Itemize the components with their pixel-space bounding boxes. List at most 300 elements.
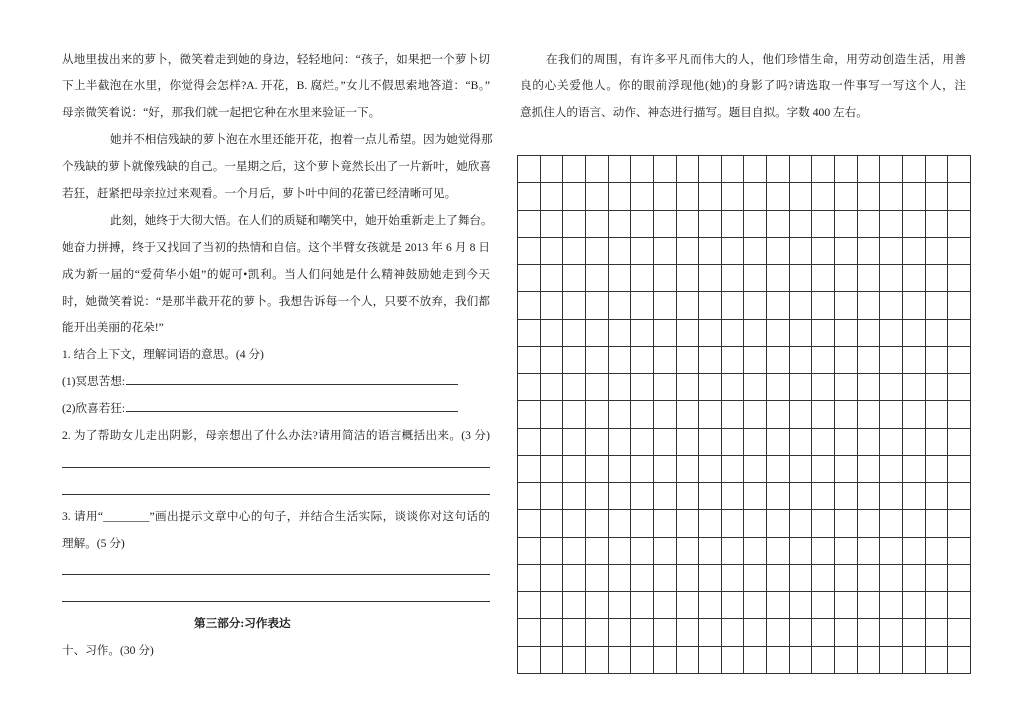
grid-cell: [767, 183, 790, 210]
grid-cell: [790, 565, 813, 592]
question-1-prompt: 1. 结合上下文，理解词语的意思。(4 分): [62, 348, 264, 362]
grid-cell: [812, 183, 835, 210]
grid-cell: [654, 619, 677, 646]
grid-cell: [926, 374, 949, 401]
grid-cell: [880, 592, 903, 619]
grid-cell: [880, 374, 903, 401]
grid-cell: [903, 320, 926, 347]
grid-cell: [541, 347, 564, 374]
grid-cell: [677, 265, 700, 292]
grid-cell: [722, 456, 745, 483]
grid-cell: [677, 183, 700, 210]
grid-cell: [631, 320, 654, 347]
grid-cell: [812, 456, 835, 483]
grid-cell: [790, 619, 813, 646]
grid-cell: [541, 374, 564, 401]
grid-cell: [926, 156, 949, 183]
grid-cell: [563, 265, 586, 292]
grid-cell: [563, 510, 586, 537]
grid-cell: [790, 374, 813, 401]
grid-cell: [541, 483, 564, 510]
grid-cell: [767, 456, 790, 483]
grid-cell: [948, 238, 971, 265]
grid-cell: [586, 647, 609, 674]
grid-cell: [586, 429, 609, 456]
grid-cell: [541, 238, 564, 265]
grid-cell: [654, 429, 677, 456]
grid-cell: [880, 156, 903, 183]
grid-cell: [722, 292, 745, 319]
grid-cell: [677, 456, 700, 483]
grid-cell: [858, 456, 881, 483]
grid-cell: [722, 374, 745, 401]
grid-cell: [880, 429, 903, 456]
grid-cell: [563, 156, 586, 183]
grid-cell: [948, 592, 971, 619]
grid-cell: [518, 401, 541, 428]
grid-cell: [948, 265, 971, 292]
grid-cell: [609, 320, 632, 347]
grid-cell: [586, 320, 609, 347]
grid-cell: [880, 347, 903, 374]
writing-grid: [517, 155, 971, 674]
grid-cell: [518, 429, 541, 456]
grid-cell: [790, 238, 813, 265]
grid-cell: [586, 238, 609, 265]
grid-cell: [518, 592, 541, 619]
grid-cell: [722, 538, 745, 565]
grid-cell: [722, 238, 745, 265]
grid-cell: [926, 401, 949, 428]
grid-cell: [677, 510, 700, 537]
grid-cell: [541, 292, 564, 319]
grid-cell: [609, 183, 632, 210]
grid-cell: [563, 592, 586, 619]
grid-cell: [609, 156, 632, 183]
grid-cell: [541, 510, 564, 537]
grid-cell: [835, 510, 858, 537]
grid-cell: [835, 456, 858, 483]
grid-cell: [677, 565, 700, 592]
grid-cell: [948, 510, 971, 537]
grid-cell: [926, 265, 949, 292]
grid-cell: [812, 401, 835, 428]
grid-cell: [744, 429, 767, 456]
grid-cell: [699, 238, 722, 265]
grid-cell: [609, 565, 632, 592]
grid-cell: [948, 374, 971, 401]
grid-cell: [654, 292, 677, 319]
grid-cell: [654, 483, 677, 510]
grid-cell: [903, 156, 926, 183]
grid-cell: [790, 401, 813, 428]
grid-cell: [948, 401, 971, 428]
passage-line: 时，她微笑着说：“是那半截开花的萝卜。我想告诉每一个人，只要不放弃，我们都: [62, 294, 490, 308]
grid-cell: [631, 456, 654, 483]
grid-cell: [903, 538, 926, 565]
grid-cell: [835, 374, 858, 401]
grid-cell: [926, 238, 949, 265]
grid-cell: [677, 538, 700, 565]
grid-cell: [631, 401, 654, 428]
grid-cell: [609, 483, 632, 510]
grid-cell: [541, 429, 564, 456]
grid-cell: [880, 265, 903, 292]
grid-cell: [880, 565, 903, 592]
grid-cell: [631, 483, 654, 510]
grid-cell: [903, 456, 926, 483]
grid-cell: [563, 292, 586, 319]
grid-cell: [586, 483, 609, 510]
grid-cell: [677, 347, 700, 374]
grid-cell: [858, 510, 881, 537]
grid-cell: [654, 565, 677, 592]
grid-cell: [586, 374, 609, 401]
grid-cell: [835, 647, 858, 674]
grid-cell: [699, 347, 722, 374]
grid-cell: [563, 565, 586, 592]
grid-cell: [767, 619, 790, 646]
grid-cell: [677, 592, 700, 619]
grid-cell: [631, 183, 654, 210]
grid-cell: [948, 456, 971, 483]
grid-cell: [744, 538, 767, 565]
grid-cell: [654, 592, 677, 619]
grid-cell: [744, 592, 767, 619]
grid-cell: [880, 538, 903, 565]
grid-cell: [518, 374, 541, 401]
grid-cell: [654, 538, 677, 565]
grid-cell: [767, 292, 790, 319]
grid-cell: [858, 292, 881, 319]
grid-cell: [518, 456, 541, 483]
grid-cell: [609, 292, 632, 319]
grid-cell: [518, 238, 541, 265]
grid-cell: [744, 647, 767, 674]
grid-cell: [699, 211, 722, 238]
grid-cell: [767, 429, 790, 456]
grid-cell: [563, 374, 586, 401]
grid-cell: [903, 374, 926, 401]
grid-cell: [812, 429, 835, 456]
grid-cell: [744, 565, 767, 592]
grid-cell: [812, 238, 835, 265]
grid-cell: [699, 538, 722, 565]
grid-cell: [722, 401, 745, 428]
grid-cell: [699, 647, 722, 674]
grid-cell: [926, 429, 949, 456]
grid-cell: [903, 347, 926, 374]
grid-cell: [541, 592, 564, 619]
grid-cell: [880, 183, 903, 210]
grid-cell: [563, 238, 586, 265]
question-2-prompt: 2. 为了帮助女儿走出阴影，母亲想出了什么办法?请用简洁的语言概括出来。(3 分): [62, 428, 490, 442]
grid-cell: [677, 292, 700, 319]
grid-cell: [903, 565, 926, 592]
grid-cell: [812, 483, 835, 510]
grid-cell: [790, 647, 813, 674]
grid-cell: [699, 401, 722, 428]
grid-cell: [744, 401, 767, 428]
grid-cell: [858, 211, 881, 238]
grid-cell: [790, 429, 813, 456]
grid-cell: [858, 320, 881, 347]
question-3-prompt: 3. 请用“________”画出提示文章中心的句子，并结合生活实际，谈谈你对这句话的: [62, 509, 490, 523]
grid-cell: [654, 211, 677, 238]
grid-cell: [767, 265, 790, 292]
grid-cell: [563, 538, 586, 565]
grid-cell: [948, 156, 971, 183]
grid-cell: [948, 429, 971, 456]
grid-cell: [858, 429, 881, 456]
grid-cell: [609, 347, 632, 374]
grid-cell: [903, 265, 926, 292]
grid-cell: [631, 429, 654, 456]
grid-cell: [609, 592, 632, 619]
grid-cell: [790, 183, 813, 210]
grid-cell: [699, 265, 722, 292]
grid-cell: [654, 456, 677, 483]
grid-cell: [609, 238, 632, 265]
grid-cell: [654, 183, 677, 210]
grid-cell: [722, 347, 745, 374]
grid-cell: [654, 374, 677, 401]
answer-blank: [126, 374, 458, 385]
grid-cell: [790, 538, 813, 565]
grid-cell: [654, 265, 677, 292]
grid-cell: [677, 401, 700, 428]
grid-cell: [812, 211, 835, 238]
grid-cell: [722, 483, 745, 510]
answer-line: [62, 477, 490, 504]
grid-cell: [563, 347, 586, 374]
grid-cell: [926, 320, 949, 347]
grid-cell: [699, 429, 722, 456]
grid-cell: [790, 347, 813, 374]
grid-cell: [790, 456, 813, 483]
grid-cell: [609, 647, 632, 674]
grid-cell: [858, 565, 881, 592]
grid-cell: [790, 211, 813, 238]
grid-cell: [722, 320, 745, 347]
grid-cell: [835, 401, 858, 428]
question-1-item-1: [62, 369, 490, 396]
grid-cell: [586, 211, 609, 238]
grid-cell: [880, 401, 903, 428]
grid-cell: [812, 538, 835, 565]
grid-cell: [563, 456, 586, 483]
grid-cell: [699, 374, 722, 401]
grid-cell: [858, 538, 881, 565]
grid-cell: [677, 483, 700, 510]
grid-cell: [858, 374, 881, 401]
grid-cell: [744, 238, 767, 265]
grid-cell: [767, 401, 790, 428]
passage-line: 若狂，赶紧把母亲拉过来观看。一个月后，萝卜叶中间的花蕾已经清晰可见。: [62, 186, 457, 200]
passage-line: 母亲微笑着说：“好，那我们就一起把它种在水里来验证一下。: [62, 106, 381, 120]
grid-cell: [722, 211, 745, 238]
grid-cell: [903, 592, 926, 619]
grid-cell: [586, 456, 609, 483]
grid-cell: [926, 183, 949, 210]
grid-cell: [744, 347, 767, 374]
grid-cell: [880, 238, 903, 265]
grid-cell: [948, 183, 971, 210]
grid-cell: [518, 265, 541, 292]
grid-cell: [858, 265, 881, 292]
question-3-prompt: 理解。(5 分): [62, 536, 125, 550]
grid-cell: [835, 429, 858, 456]
grid-cell: [563, 211, 586, 238]
grid-cell: [699, 320, 722, 347]
grid-cell: [812, 592, 835, 619]
grid-cell: [926, 347, 949, 374]
grid-cell: [926, 619, 949, 646]
grid-cell: [767, 592, 790, 619]
passage-line: 此刻，她终于大彻大悟。在人们的质疑和嘲笑中，她开始重新走上了舞台。: [110, 213, 493, 227]
grid-cell: [948, 538, 971, 565]
grid-cell: [948, 347, 971, 374]
grid-cell: [835, 538, 858, 565]
grid-cell: [699, 183, 722, 210]
writing-prompt-line: 在我们的周围，有许多平凡而伟大的人，他们珍惜生命，用劳动创造生活，用善: [546, 52, 966, 66]
grid-cell: [563, 401, 586, 428]
grid-cell: [677, 647, 700, 674]
grid-cell: [586, 265, 609, 292]
grid-cell: [631, 565, 654, 592]
grid-cell: [858, 647, 881, 674]
grid-cell: [631, 538, 654, 565]
grid-cell: [699, 592, 722, 619]
grid-cell: [586, 510, 609, 537]
grid-cell: [858, 619, 881, 646]
grid-cell: [948, 292, 971, 319]
grid-cell: [518, 183, 541, 210]
grid-cell: [926, 565, 949, 592]
grid-cell: [563, 320, 586, 347]
grid-cell: [880, 647, 903, 674]
grid-cell: [926, 538, 949, 565]
grid-cell: [812, 292, 835, 319]
grid-cell: [744, 183, 767, 210]
grid-cell: [858, 401, 881, 428]
passage-line: 她奋力拼搏，终于又找回了当初的热情和自信。这个半臂女孩就是 2013 年 6 月 8 日: [62, 240, 490, 254]
item-label: (2)欣喜若狂:: [62, 402, 126, 416]
grid-cell: [518, 565, 541, 592]
passage-line: 下上半截泡在水里，你觉得会怎样?A. 开花，B. 腐烂。”女儿不假思索地答道：“B。”: [62, 79, 490, 93]
grid-cell: [812, 156, 835, 183]
grid-cell: [926, 292, 949, 319]
grid-cell: [858, 156, 881, 183]
grid-cell: [880, 292, 903, 319]
grid-cell: [835, 211, 858, 238]
grid-cell: [858, 238, 881, 265]
grid-cell: [722, 565, 745, 592]
grid-cell: [722, 265, 745, 292]
grid-cell: [586, 183, 609, 210]
grid-cell: [812, 265, 835, 292]
grid-cell: [790, 510, 813, 537]
grid-cell: [903, 211, 926, 238]
grid-cell: [744, 292, 767, 319]
grid-cell: [541, 320, 564, 347]
grid-cell: [744, 211, 767, 238]
grid-cell: [699, 510, 722, 537]
section-heading: 第三部分:习作表达: [194, 617, 291, 631]
question-1-item-2: [62, 396, 490, 423]
grid-cell: [880, 211, 903, 238]
grid-cell: [699, 456, 722, 483]
grid-cell: [699, 292, 722, 319]
grid-cell: [903, 401, 926, 428]
grid-cell: [631, 292, 654, 319]
grid-cell: [722, 592, 745, 619]
grid-cell: [677, 619, 700, 646]
grid-cell: [880, 510, 903, 537]
grid-cell: [699, 565, 722, 592]
grid-cell: [722, 647, 745, 674]
grid-cell: [518, 347, 541, 374]
grid-cell: [948, 647, 971, 674]
grid-cell: [586, 292, 609, 319]
grid-cell: [518, 211, 541, 238]
grid-cell: [654, 238, 677, 265]
left-column: [62, 47, 493, 665]
grid-cell: [631, 647, 654, 674]
grid-cell: [767, 211, 790, 238]
grid-cell: [744, 265, 767, 292]
grid-cell: [518, 156, 541, 183]
grid-cell: [880, 483, 903, 510]
grid-cell: [858, 592, 881, 619]
grid-cell: [903, 619, 926, 646]
grid-cell: [541, 647, 564, 674]
grid-cell: [790, 292, 813, 319]
grid-cell: [948, 565, 971, 592]
grid-cell: [790, 592, 813, 619]
grid-cell: [858, 183, 881, 210]
grid-cell: [835, 156, 858, 183]
grid-cell: [654, 156, 677, 183]
grid-cell: [631, 619, 654, 646]
grid-cell: [699, 483, 722, 510]
grid-cell: [744, 619, 767, 646]
grid-cell: [541, 401, 564, 428]
grid-cell: [541, 456, 564, 483]
grid-cell: [903, 292, 926, 319]
grid-cell: [677, 211, 700, 238]
grid-cell: [586, 156, 609, 183]
grid-cell: [744, 510, 767, 537]
grid-cell: [609, 619, 632, 646]
writing-prompt-line: 意抓住人的语言、动作、神态进行描写。题目自拟。字数 400 左右。: [520, 106, 868, 120]
writing-prompt-line: 良的心关爱他人。你的眼前浮现他(她)的身影了吗?请选取一件事写一写这个人，注: [520, 79, 966, 93]
grid-cell: [654, 647, 677, 674]
grid-cell: [677, 156, 700, 183]
grid-cell: [586, 347, 609, 374]
grid-cell: [541, 619, 564, 646]
grid-cell: [835, 619, 858, 646]
grid-cell: [835, 292, 858, 319]
grid-cell: [677, 320, 700, 347]
grid-cell: [609, 401, 632, 428]
grid-cell: [948, 483, 971, 510]
right-column: [520, 47, 966, 128]
grid-cell: [654, 401, 677, 428]
grid-cell: [903, 483, 926, 510]
grid-cell: [903, 238, 926, 265]
grid-cell: [744, 483, 767, 510]
